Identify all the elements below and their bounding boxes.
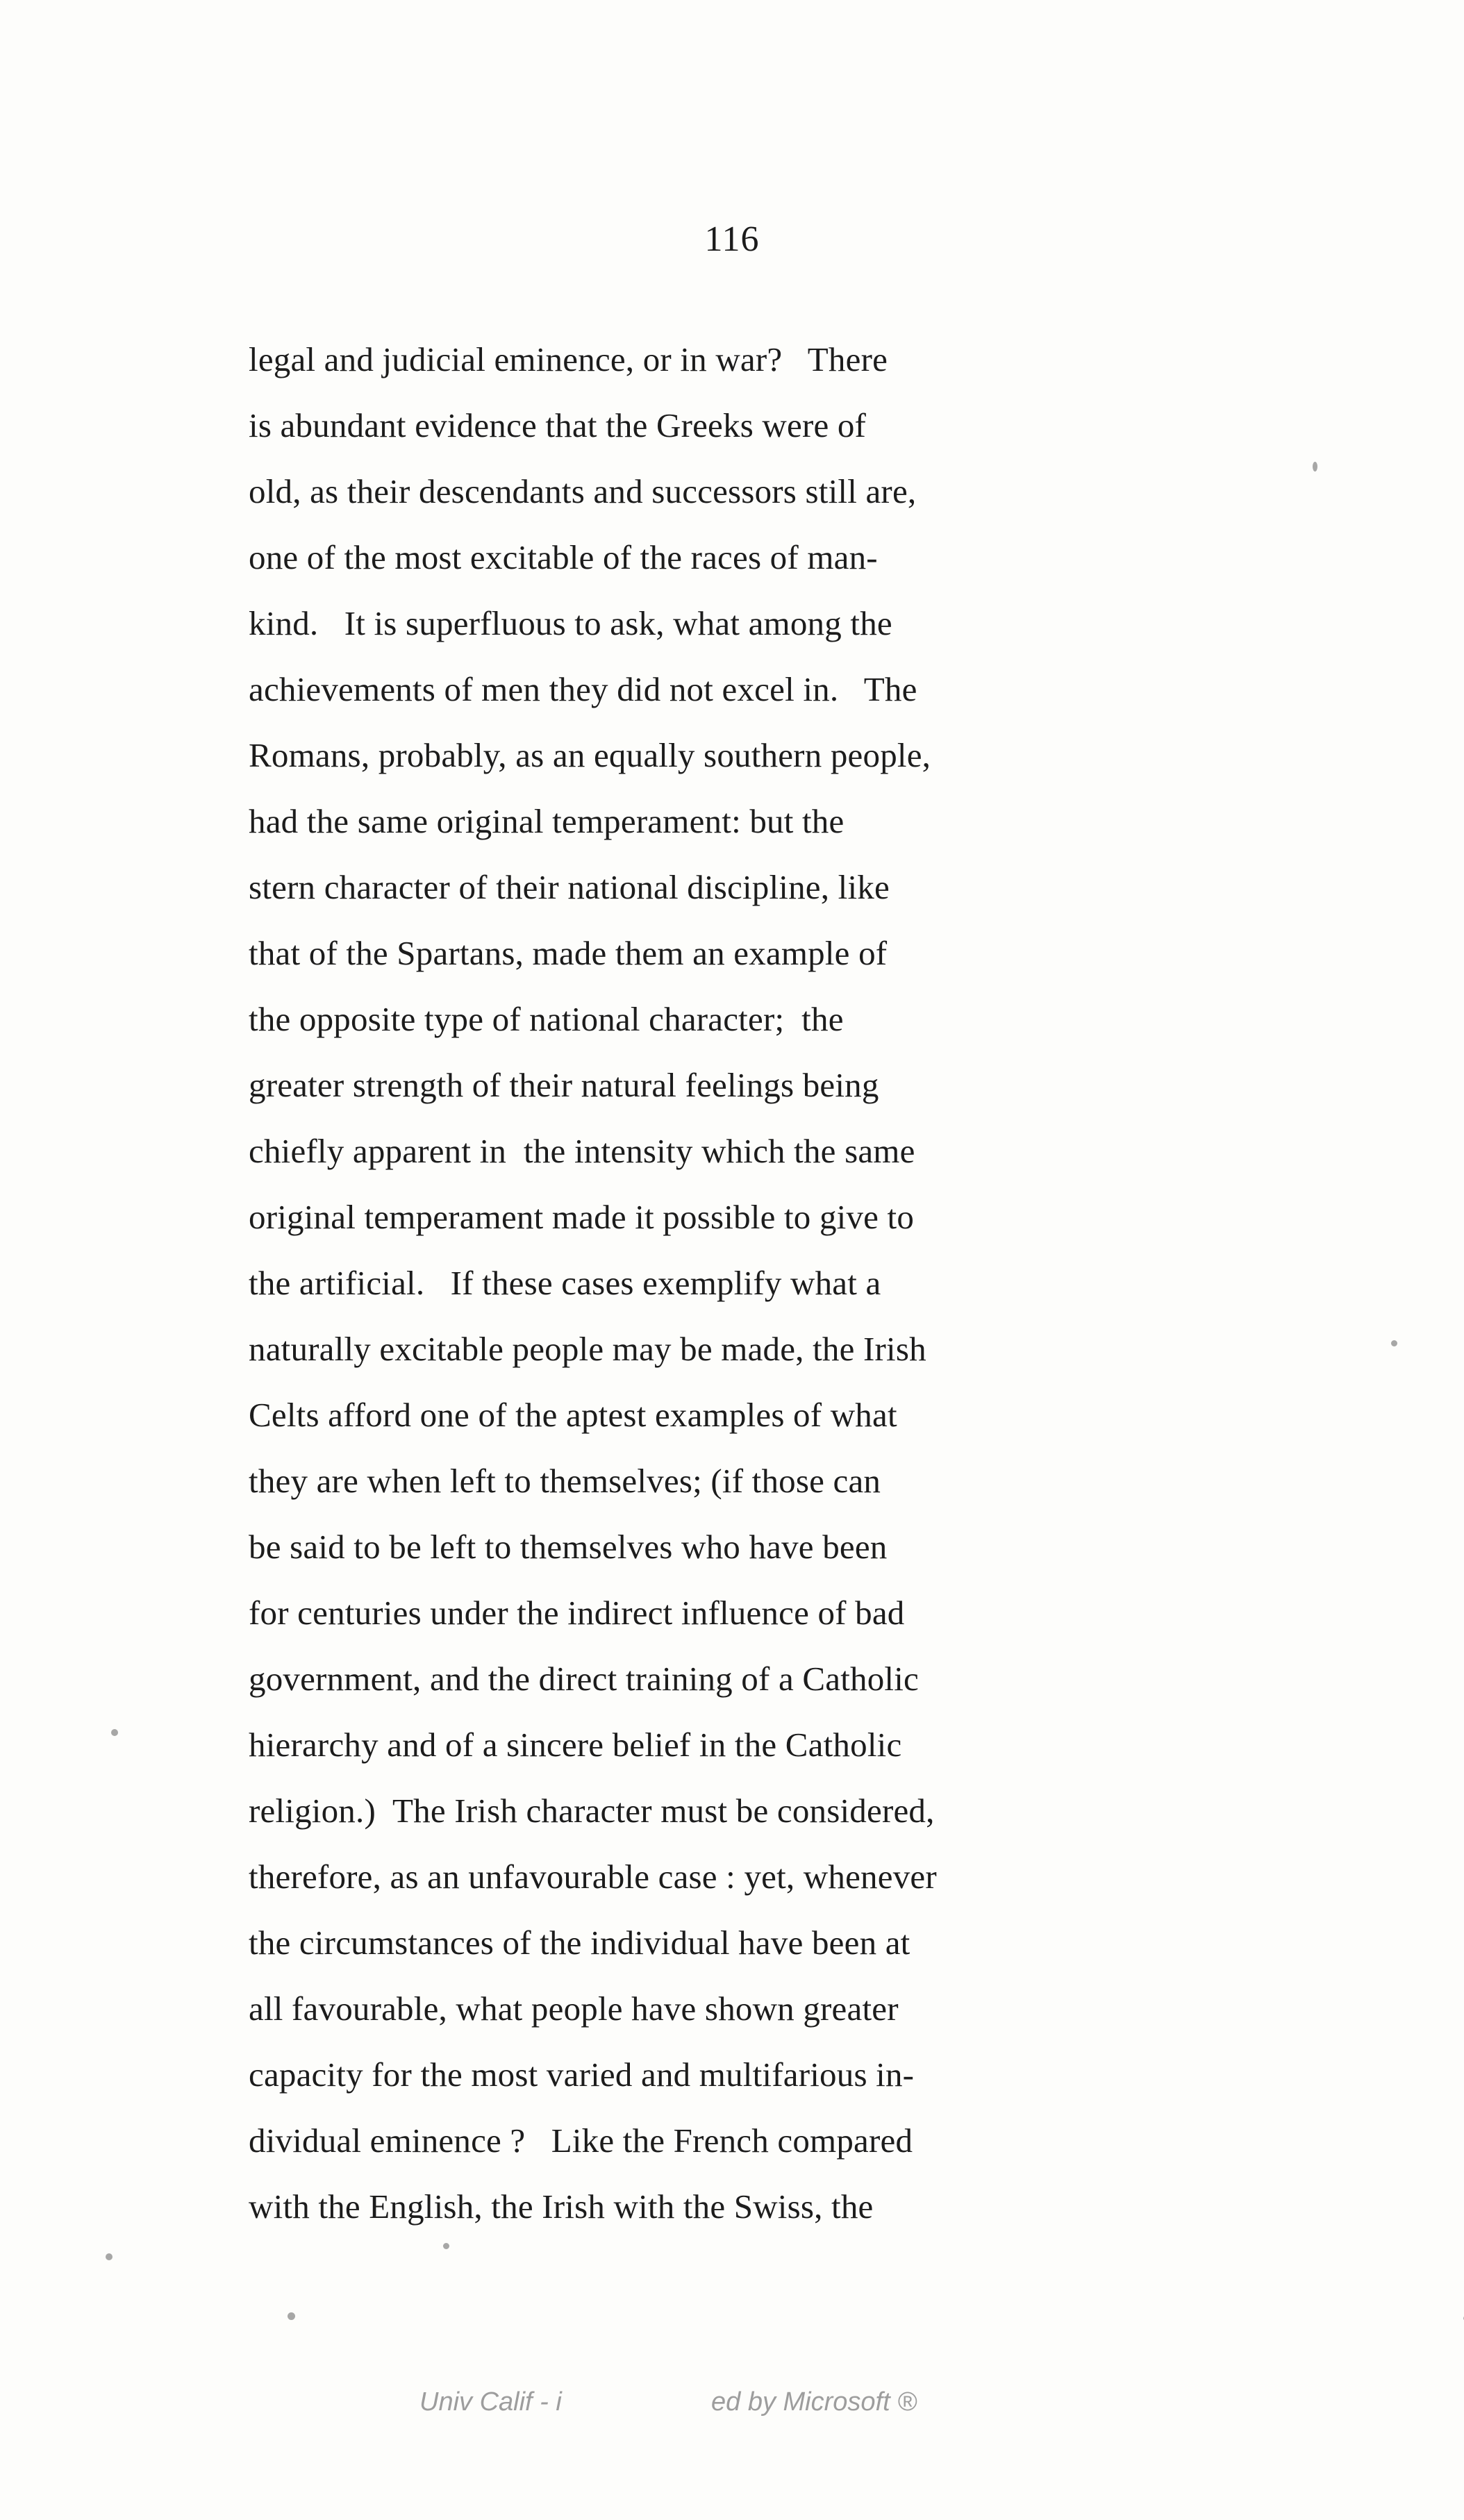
text-line xyxy=(249,1910,1290,1976)
text-line-content: they are when left to themselves; (if those can xyxy=(249,1462,881,1500)
text-line-content: government, and the direct training of a Catholic xyxy=(249,1660,919,1698)
text-line-content: old, as their descendants and successors still are, xyxy=(249,472,917,510)
text-line xyxy=(249,854,1290,920)
text-line xyxy=(249,1712,1290,1778)
footer-digitizer-stamp: ed by Microsoft ® xyxy=(711,2387,917,2417)
text-line-content: legal and judicial eminence, or in war? There xyxy=(249,340,888,378)
text-line-content: religion.) The Irish character must be considered, xyxy=(249,1792,935,1830)
text-line xyxy=(249,656,1290,722)
text-line-content: with the English, the Irish with the Swiss, the xyxy=(249,2187,874,2226)
text-line-content: stern character of their national discipline, like xyxy=(249,868,890,906)
text-line xyxy=(249,524,1290,590)
text-line-content: Romans, probably, as an equally southern people, xyxy=(249,736,931,774)
scan-speck xyxy=(1313,462,1317,472)
scan-speck xyxy=(111,1729,118,1736)
text-line xyxy=(249,392,1290,458)
text-line xyxy=(249,2108,1290,2173)
text-line-content: dividual eminence ? Like the French compared xyxy=(249,2121,913,2160)
text-line xyxy=(249,1118,1290,1184)
text-line-content: hierarchy and of a sincere belief in the Catholic xyxy=(249,1726,902,1764)
text-line xyxy=(249,2173,1290,2239)
text-line xyxy=(249,722,1290,788)
text-line xyxy=(249,788,1290,854)
text-line xyxy=(249,1580,1290,1646)
page-body-text xyxy=(249,326,1290,2239)
scan-speck xyxy=(106,2253,113,2260)
text-line-content: chiefly apparent in the intensity which the same xyxy=(249,1132,915,1170)
text-line-content: is abundant evidence that the Greeks were of xyxy=(249,406,867,444)
text-line-content: for centuries under the indirect influence of bad xyxy=(249,1594,905,1632)
text-line xyxy=(249,2042,1290,2108)
text-line-content: capacity for the most varied and multifarious in- xyxy=(249,2055,915,2094)
text-line xyxy=(249,986,1290,1052)
page-footer xyxy=(0,2378,1464,2417)
text-line xyxy=(249,1184,1290,1250)
text-line xyxy=(249,1976,1290,2042)
text-line xyxy=(249,1778,1290,1844)
text-line-content: the artificial. If these cases exemplify what a xyxy=(249,1264,881,1302)
text-line-content: the circumstances of the individual have been at xyxy=(249,1924,910,1962)
text-line-content: all favourable, what people have shown greater xyxy=(249,1989,899,2028)
text-line xyxy=(249,458,1290,524)
text-line-content: had the same original temperament: but the xyxy=(249,802,845,840)
text-line-content: Celts afford one of the aptest examples of what xyxy=(249,1396,897,1434)
footer-library-stamp: Univ Calif - i xyxy=(419,2387,562,2417)
text-line xyxy=(249,1448,1290,1514)
text-line-content: the opposite type of national character; the xyxy=(249,1000,844,1038)
scan-speck xyxy=(443,2243,449,2249)
text-line-content: be said to be left to themselves who have been xyxy=(249,1528,888,1566)
text-line xyxy=(249,1844,1290,1910)
text-line-content: therefore, as an unfavourable case : yet, whenever xyxy=(249,1858,937,1896)
text-line-content: kind. It is superfluous to ask, what among the xyxy=(249,604,892,642)
text-line xyxy=(249,1052,1290,1118)
text-line-content: one of the most excitable of the races of man- xyxy=(249,538,878,576)
text-line xyxy=(249,1646,1290,1712)
text-line xyxy=(249,326,1290,392)
text-line xyxy=(249,1250,1290,1316)
text-line-content: achievements of men they did not excel in. The xyxy=(249,670,917,708)
text-line-content: naturally excitable people may be made, the Irish xyxy=(249,1330,926,1368)
text-line xyxy=(249,1514,1290,1580)
text-line xyxy=(249,590,1290,656)
scan-speck xyxy=(288,2312,295,2320)
text-line-content: that of the Spartans, made them an example of xyxy=(249,934,888,972)
scan-speck xyxy=(1391,1340,1397,1346)
text-line-content: original temperament made it possible to give to xyxy=(249,1198,915,1236)
text-line xyxy=(249,920,1290,986)
text-line xyxy=(249,1382,1290,1448)
text-line xyxy=(249,1316,1290,1382)
page-number: 116 xyxy=(704,219,760,259)
text-line-content: greater strength of their natural feelings being xyxy=(249,1066,879,1104)
